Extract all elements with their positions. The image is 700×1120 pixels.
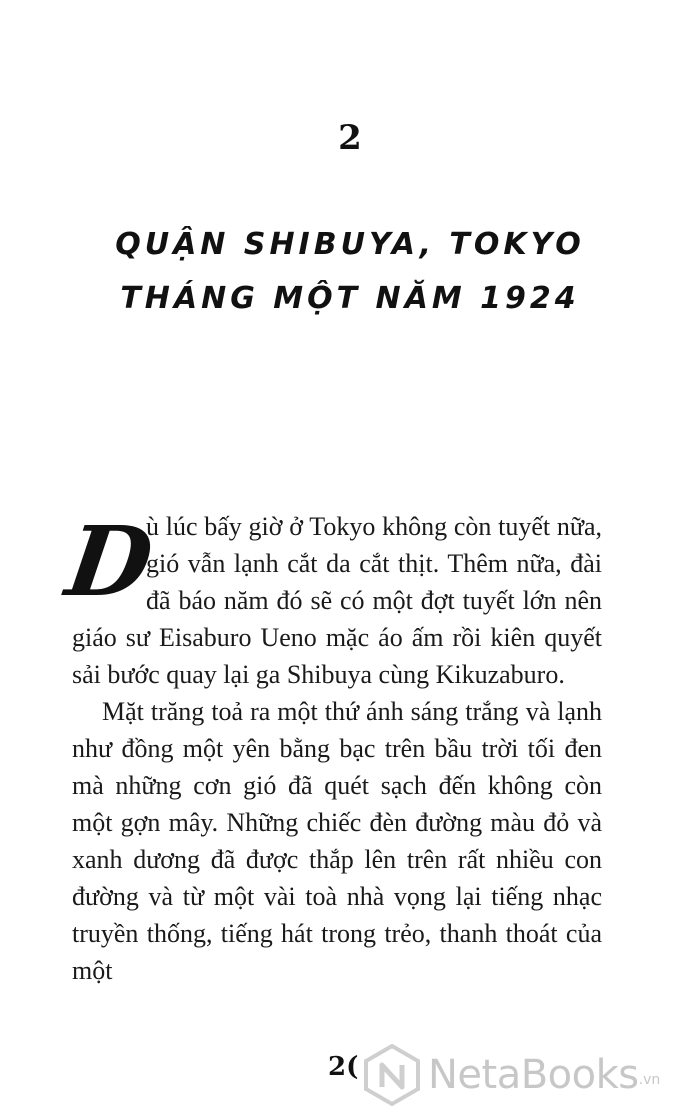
chapter-heading — [0, 218, 700, 326]
drop-cap — [60, 505, 160, 618]
paragraph — [60, 505, 602, 693]
body-text — [60, 505, 602, 989]
chapter-number: 2 — [338, 118, 362, 158]
page-number: 2( — [328, 1052, 359, 1082]
watermark-tld: .vn — [638, 1072, 661, 1088]
drop-cap-letter: D — [60, 505, 160, 618]
heading-line-date: THÁNG MỘT NĂM 1924 — [120, 281, 580, 316]
paragraph: Mặt trăng toả ra một thứ ánh sáng trắng và lạnh như đồng một yên bằng bạc trên bầu trời tối đen mà những cơn gió đã quét sạch đến không còn một gợn mây. Những chiếc đèn đường màu đỏ và xanh dương đã được thắp lên trên rất nhiều con đường và từ một vài toà nhà vọng lại tiếng nhạc truyền thống, tiếng hát trong trẻo, thanh thoát của một — [72, 697, 602, 985]
watermark — [360, 1040, 660, 1110]
netabooks-logo-icon — [360, 1043, 424, 1107]
watermark-brand: NetaBooks — [428, 1052, 639, 1098]
heading-line-location: QUẬN SHIBUYA, TOKYO — [115, 227, 585, 262]
paragraph-text: ù lúc bấy giờ ở Tokyo không còn tuyết nữa, gió vẫn lạnh cắt da cắt thịt. Thêm nữa, đài đã báo năm đó sẽ có một đợt tuyết lớn nên giáo sư Eisaburo Ueno mặc áo ấm rồi kiên quyết sải bước quay lại ga Shibuya cùng Kikuzaburo. — [72, 512, 602, 689]
